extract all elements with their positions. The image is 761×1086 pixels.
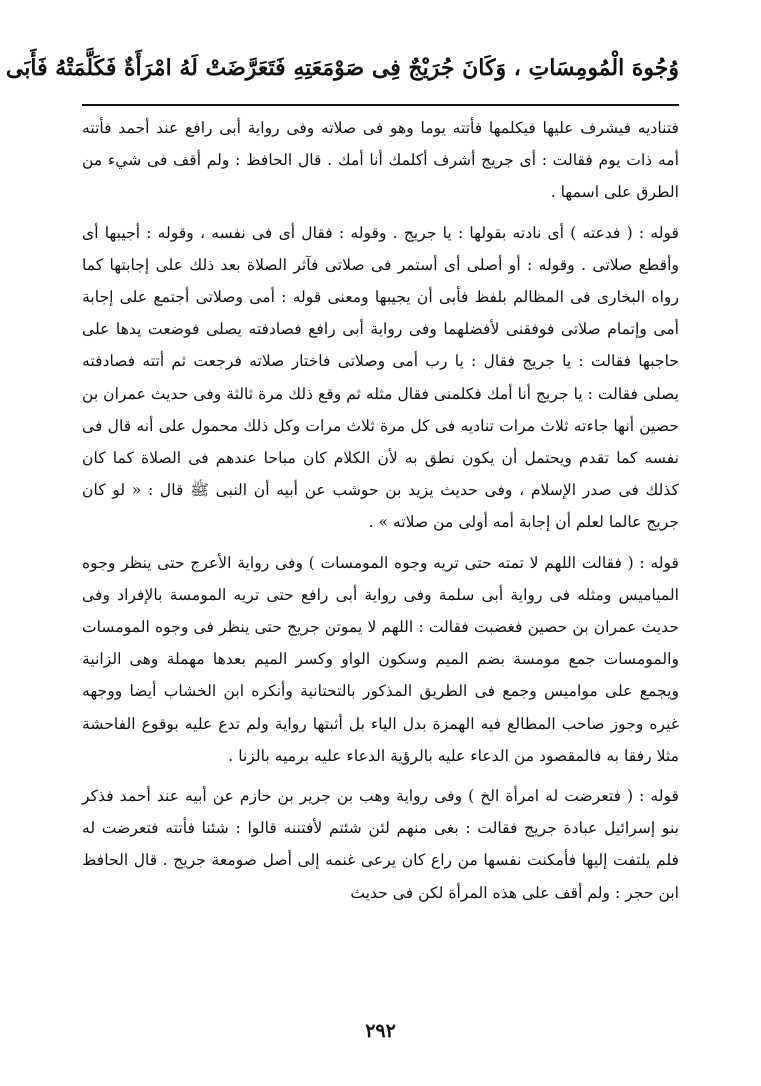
- commentary-body: [82, 112, 679, 957]
- page-number: ٢٩٢: [365, 1020, 396, 1042]
- hadith-header-verse: وُجُوهَ الْمُومِسَاتِ ، وَكَانَ جُرَيْجٌ فِى صَوْمَعَتِهِ فَتَعَرَّضَتْ لَهُ امْرَأَةٌ فَكَلَّمَتْهُ فَأَبَى: [5, 55, 679, 81]
- commentary-paragraph: قوله : ( فدعته ) أى نادته بقولها : يا جريج . وقوله : فقال أى فى نفسه ، وقوله : أجيبها أى وأقطع صلاتى . وقوله : أو أصلى أى أستمر فى صلاتى فآثر الصلاة بعد ذلك على إجابتها كما رواه البخارى فى المظالم بلفظ فأبى أن يجيبها ومعنى قوله : أمى وصلاتى أجتمع على إجابة أمى وإتمام صلاتى فوفقنى لأفضلهما وفى رواية أبى رافع فصادفته يصلى فوضعت يدها على حاجبها فقالت : يا جريج فقال : يا رب أمى وصلاتى فاختار صلاته فرجعت ثم أتته فصادفته يصلى فقالت : يا جريج أنا أمك فكلمنى فقال مثله ثم وقع ذلك مرة ثالثة وفى حديث عمران بن حصين أنها جاءته ثلاث مرات تناديه فى كل مرة ثلاث مرات وكل ذلك محمول على أنه قال فى نفسه كما تقدم ويحتمل أن يكون نطق به لأن الكلام كان مباحا عندهم فى الصلاة كما كان كذلك فى صدر الإسلام ، وفى حديث يزيد بن حوشب عن أبيه أن النبى ﷺ قال : « لو كان جريج عالما لعلم أن إجابة أمه أولى من صلاته » .: [82, 223, 679, 532]
- commentary-paragraph: قوله : ( فتعرضت له امرأة الخ ) وفى رواية وهب بن جرير بن حازم عن أبيه عند أحمد فذكر بنو إسرائيل عبادة جريج فقالت : بغى منهم لئن شئتم لأفتننه قالوا : شئنا فأتته فتعرضت له فلم يلتفت إليها فأمكنت نفسها من راع كان يرعى غنمه إلى أصل صومعة جريج . قال الحافظ ابن حجر : ولم أقف على هذه المرأة لكن فى حديث: [82, 787, 679, 902]
- commentary-paragraph: قوله : ( فقالت اللهم لا تمته حتى تريه وجوه المومسات ) وفى رواية الأعرج حتى ينظر وجوه المياميس ومثله فى رواية أبى سلمة وفى رواية أبى رافع حتى تريه المومسة بالإفراد وفى حديث عمران بن حصين فغضبت فقالت : اللهم لا يموتن جريج حتى ينظر فى وجوه المومسات والمومسات جمع مومسة بضم الميم وسكون الواو وكسر الميم بعدها مهملة وهى الزانية ويجمع على مواميس وجمع فى الطريق المذكور بالتحتانية وأنكره ابن الخشاب أيضا ووجهه غيره وجوز صاحب المطالع فيه الهمزة بدل الياء بل أثبتها رواية ولم تدع عليه بوقوع الفاحشة مثلا رفقا به فالمقصود من الدعاء عليه بالرؤية الدعاء عليه برميه بالزنا .: [82, 553, 679, 765]
- header-divider: [82, 104, 679, 106]
- commentary-paragraph: فتناديه فيشرف عليها فيكلمها فأتته يوما وهو فى صلاته وفى رواية أبى رافع عند أحمد فأتته أمه ذات يوم فقالت : أى جريج أشرف أكلمك أنا أمك . قال الحافظ : ولم أقف فى شيء من الطرق على اسمها .: [82, 119, 679, 202]
